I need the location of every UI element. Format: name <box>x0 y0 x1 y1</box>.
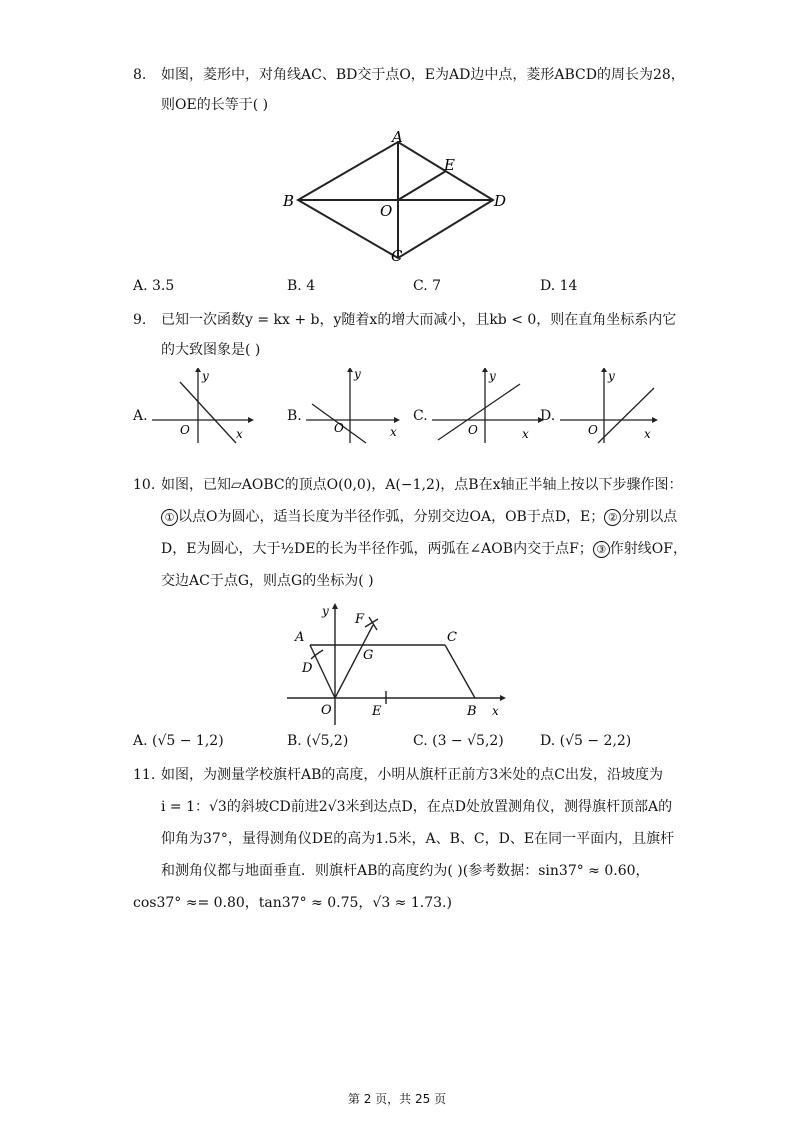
question-text-line: i = 1：√3的斜坡CD前进2√3米到达点D，在点D处放置测角仪，测得旗杆顶部A的 <box>161 799 673 815</box>
question-text-line: 和测角仪都与地面垂直．则旗杆AB的高度约为( )(参考数据：sin37° ≈ 0.60， <box>161 863 650 879</box>
option-d: D. (√5 − 2,2) <box>540 733 632 749</box>
question-text-line: 交边AC于点G，则点G的坐标为( ) <box>161 573 374 589</box>
origin-label: O <box>334 421 344 435</box>
axis-x-label: x <box>390 425 397 439</box>
label-x: x <box>492 704 499 718</box>
step-marker: ③ <box>593 541 610 558</box>
axis-x-label: x <box>236 427 243 441</box>
axis-y-label: y <box>354 368 361 381</box>
page-footer: 第 2 页，共 25 页 <box>347 1092 447 1106</box>
graph-option-c-label: C. <box>413 408 428 424</box>
step-marker: ① <box>161 509 178 526</box>
question-8 <box>133 60 693 113</box>
question-number: 10. <box>133 477 156 493</box>
question-11 <box>133 760 693 920</box>
option-a: A. 3.5 <box>133 278 175 294</box>
label-O: O <box>380 202 393 220</box>
question-text-line: D，E为圆心，大于½DE的长为半径作弧，两弧在∠AOB内交于点F； ③ 作射线OF， <box>161 541 687 557</box>
question-text-line: cos37° ≈= 0.80，tan37° ≈ 0.75，√3 ≈ 1.73.) <box>133 895 452 911</box>
question-text-line: 的大致图象是( ) <box>161 342 261 358</box>
label-G: G <box>363 648 374 663</box>
option-c: C. (3 − √5,2) <box>413 733 504 749</box>
graph-option-c <box>430 368 550 448</box>
question-text-line: 已知一次函数y = kx + b，y随着x的增大而减小，且kb < 0，则在直角坐标系内它 <box>161 312 677 328</box>
axis-y-label: y <box>608 369 615 383</box>
question-number: 11. <box>133 767 156 783</box>
origin-label: O <box>180 423 190 437</box>
axis-x-label: x <box>644 427 651 441</box>
question-text-line: ① 以点O为圆心，适当长度为半径作弧，分别交边OA，OB于点D，E； ② 分别以点 <box>161 502 781 532</box>
question-9 <box>133 305 693 365</box>
parallelogram-construction-figure <box>285 603 515 733</box>
graph-option-a-label: A. <box>133 408 148 424</box>
graph-option-d-label: D. <box>540 408 556 424</box>
label-D: D <box>494 192 507 210</box>
option-a: A. (√5 − 1,2) <box>133 733 224 749</box>
question-text-line: 则OE的长等于( ) <box>161 97 269 113</box>
label-C: C <box>391 247 403 265</box>
label-C: C <box>447 630 457 645</box>
origin-label: O <box>468 423 478 437</box>
graph-option-a <box>150 368 260 448</box>
label-E: E <box>372 704 382 719</box>
question-text-line: 如图，为测量学校旗杆AB的高度，小明从旗杆正前方3米处的点C出发，沿坡度为 <box>161 767 664 783</box>
label-B: B <box>283 192 295 210</box>
graph-option-d <box>558 368 668 448</box>
axis-x-label: x <box>522 427 529 441</box>
question-text-line: 如图，已知▱AOBC的顶点O(0,0)，A(−1,2)，点B在x轴正半轴上按以下步骤作图： <box>161 477 683 493</box>
label-y: y <box>322 604 329 618</box>
option-b: B. (√5,2) <box>287 733 349 749</box>
label-A: A <box>392 130 403 146</box>
label-B: B <box>467 704 477 719</box>
graph-option-b <box>304 368 414 448</box>
label-E: E <box>444 156 455 174</box>
rhombus-figure <box>280 130 520 270</box>
option-c: C. 7 <box>413 278 442 294</box>
origin-label: O <box>588 423 598 437</box>
label-A: A <box>295 630 305 645</box>
option-b: B. 4 <box>287 278 316 294</box>
option-d: D. 14 <box>540 278 578 294</box>
label-D: D <box>302 661 313 676</box>
question-number: 8. <box>133 67 147 83</box>
label-O: O <box>321 703 332 718</box>
axis-y-label: y <box>489 369 496 383</box>
question-number: 9. <box>133 312 147 328</box>
graph-option-b-label: B. <box>287 408 302 424</box>
axis-y-label: y <box>202 369 209 383</box>
step-marker: ② <box>604 509 621 526</box>
question-10 <box>133 470 693 595</box>
question-text-line: 如图，菱形中，对角线AC、BD交于点O，E为AD边中点，菱形ABCD的周长为28， <box>161 67 685 83</box>
question-text-line: 仰角为37°，量得测角仪DE的高为1.5米，A、B、C，D、E在同一平面内，且旗杆 <box>161 831 675 847</box>
label-F: F <box>355 612 365 627</box>
